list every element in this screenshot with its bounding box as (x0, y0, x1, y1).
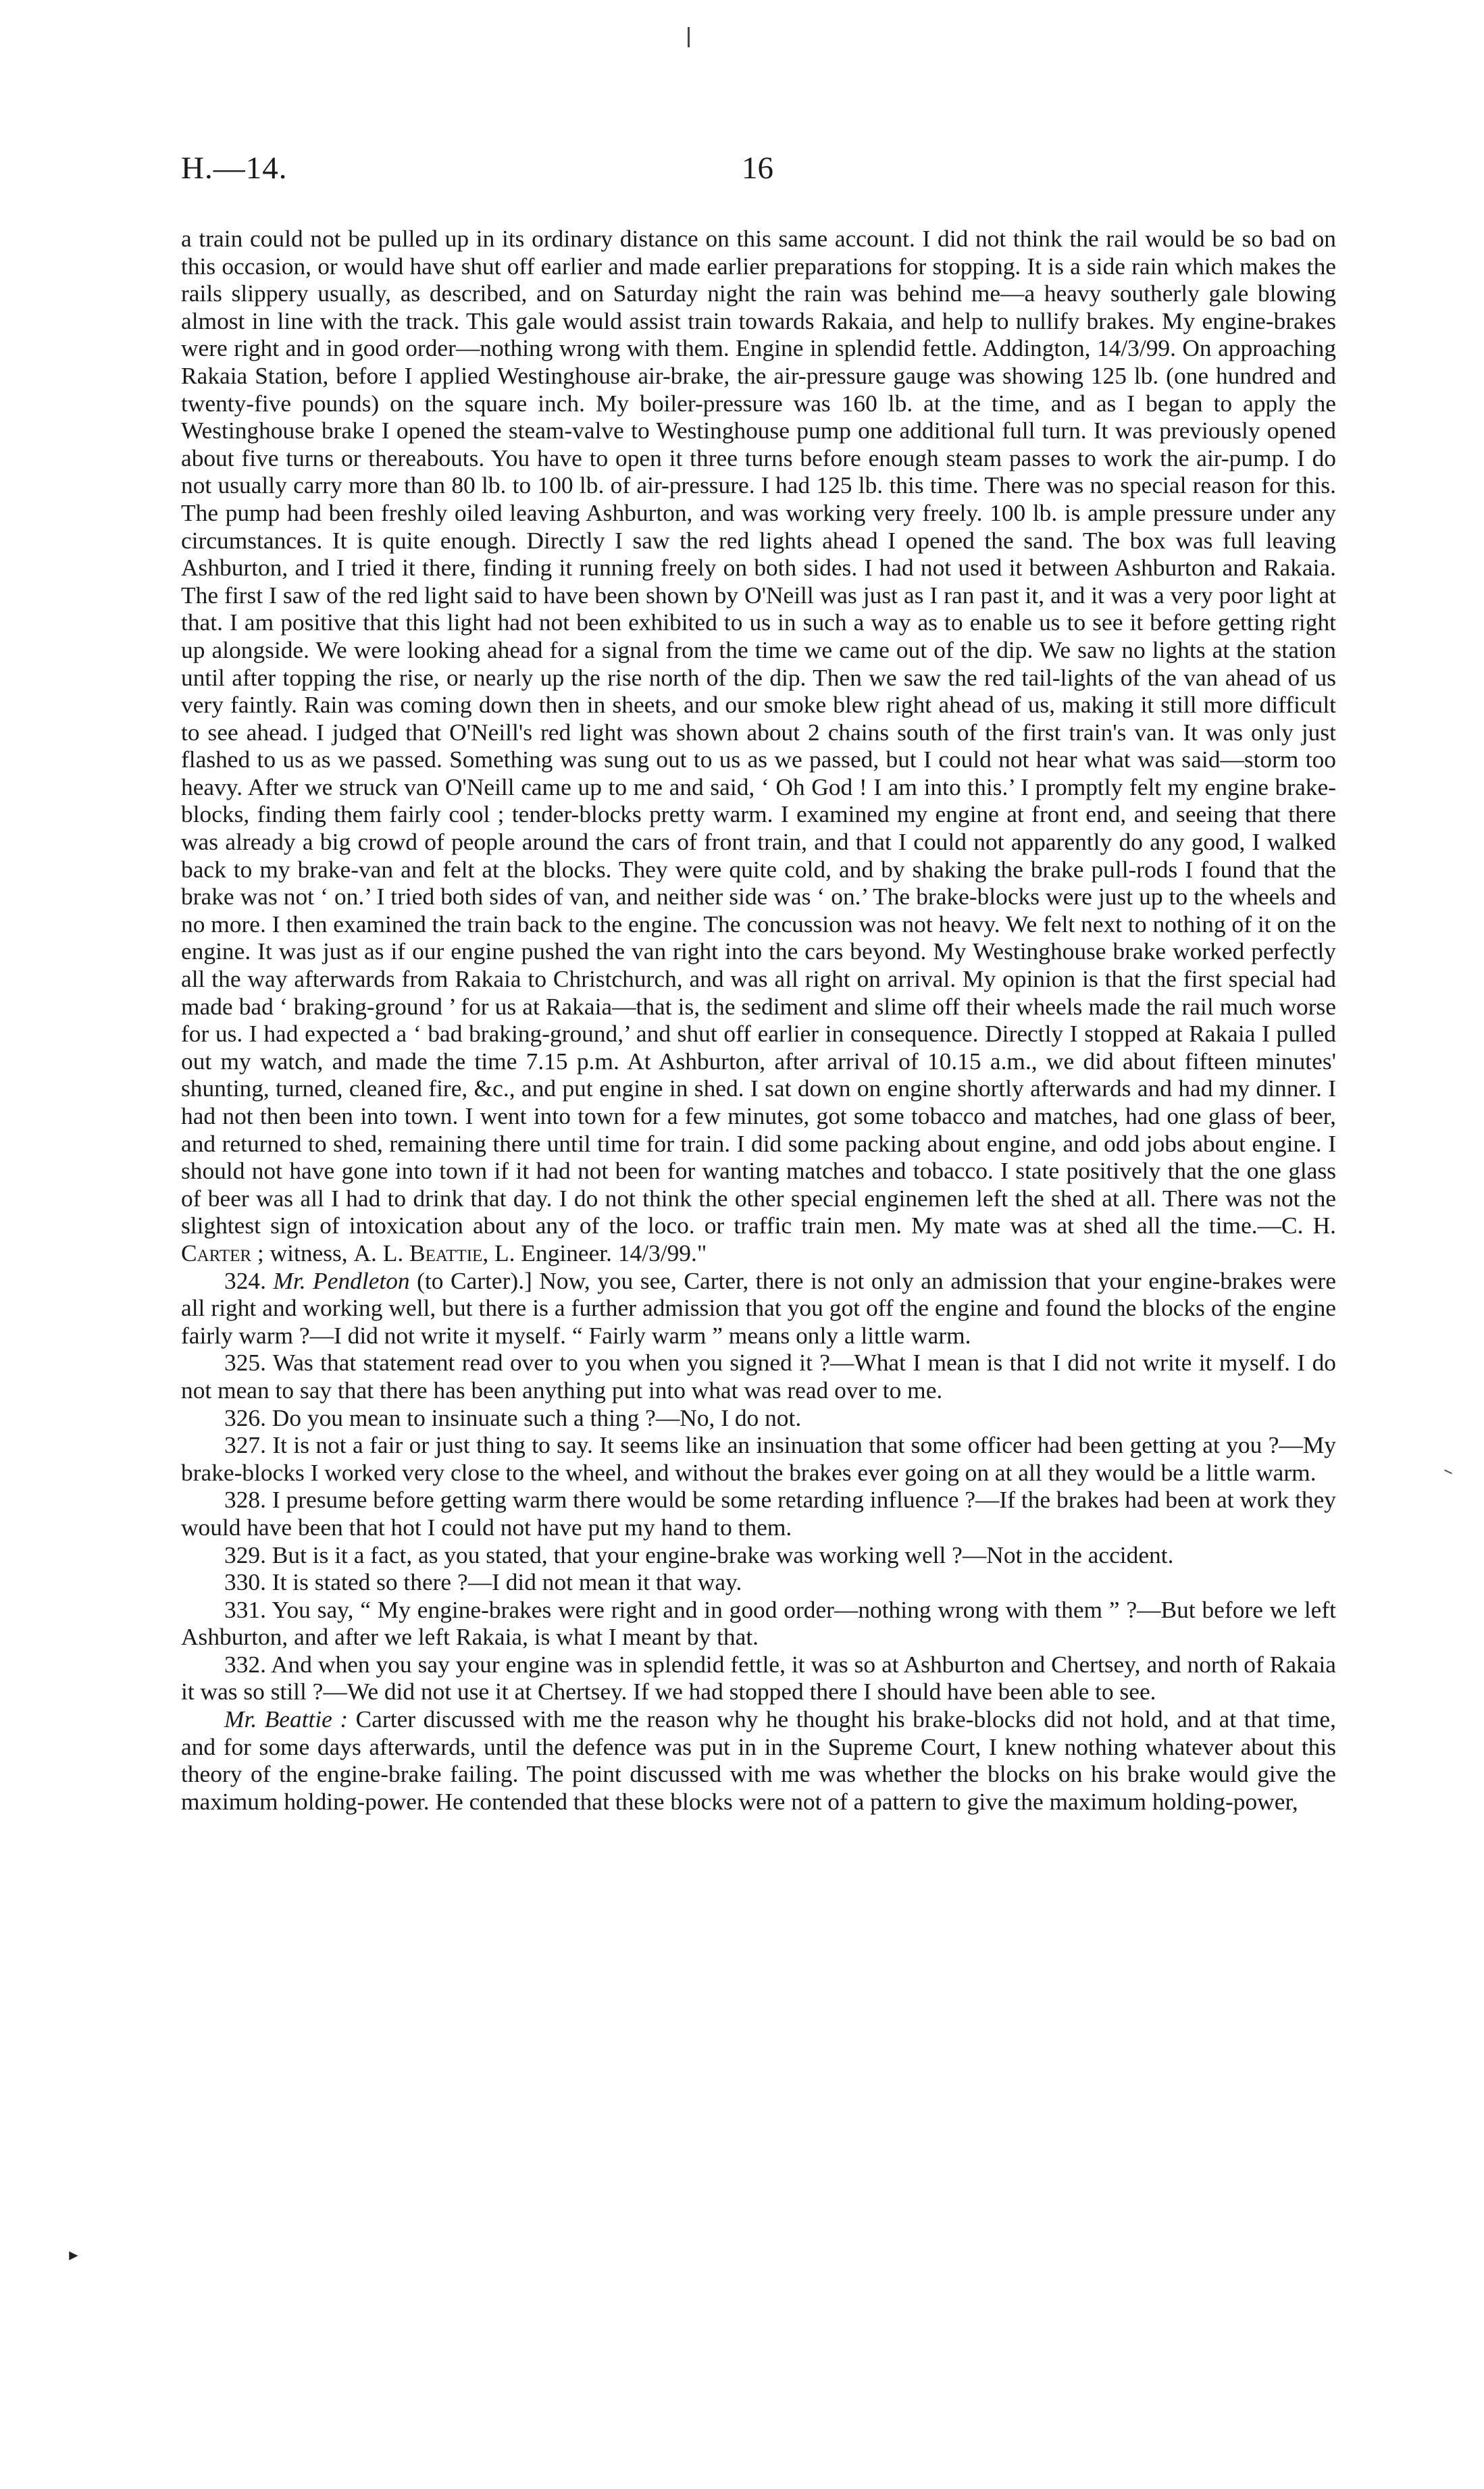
question-328: 328. I presume before getting warm there would be some retarding influence ?—If the brakes had been at work they would have been that hot I could not have put my hand to them. (181, 1486, 1336, 1541)
question-332: 332. And when you say your engine was in splendid fettle, it was so at Ashburton and Chertsey, and north of Rakaia it was so still ?—We did not use it at Chertsey. If we had stopped there I should have been able to see. (181, 1650, 1336, 1705)
statement-closing: 14/3/99." (612, 1239, 707, 1266)
signature-beattie: A. L. Beattie (353, 1239, 483, 1266)
question-325: 325. Was that statement read over to you when you signed it ?—What I mean is that I did not write it myself. I do not mean to say that there has been anything put into what was read over to me. (181, 1349, 1336, 1404)
signature-carter: C. H. Carter (181, 1212, 1336, 1266)
bullet-icon: ► (66, 2247, 81, 2263)
page-number: 16 (742, 151, 773, 186)
question-324 (181, 1267, 1336, 1350)
question-number: 324. (224, 1266, 274, 1294)
question-331: 331. You say, “ My engine-brakes were right and in good order—nothing wrong with them ” ?—But before we left Ashburton, and after we left Rakaia, is what I meant by that. (181, 1595, 1336, 1651)
question-327: 327. It is not a fair or just thing to say. It seems like an insinuation that some officer had been getting at you ?—My brake-blocks I worked very close to the wheel, and without the brakes ever going on at all they would be a little warm. (181, 1431, 1336, 1486)
beattie-paragraph (181, 1705, 1336, 1815)
question-text: (to Carter).] Now, you see, Carter, there is not only an admission that your engine-brakes were all right and working well, but there is a further admission that you got off the engine and found the blocks of the engine fairly warm ?—I did not write it myself. “ Fairly warm ” means only a little warm. (181, 1266, 1337, 1349)
statement-text: a train could not be pulled up in its ordinary distance on this same account. I did not think the rail would be so bad on this occasion, or would have shut off earlier and made earlier preparations for stopping. It is a side rain which makes the rails slippery usually, as described, and on Saturday night the rain was behind me—a heavy southerly gale blowing almost in line with the track. This gale would assist train towards Rakaia, and help to nullify brakes. My engine-brakes were right and in good order—nothing wrong with them. Engine in splendid fettle. Addington, 14/3/99. On approaching Rakaia Station, before I applied Westinghouse air-brake, the air-pressure gauge was showing 125 lb. (one hundred and twenty-five pounds) on the square inch. My boiler-pressure was 160 lb. at the time, and as I began to apply the Westinghouse brake I opened the steam-valve to Westinghouse pump one additional full turn. It was previously opened about five turns or thereabouts. You have to open it three turns before enough steam passes to work the air-pump. I do not usually carry more than 80 lb. to 100 lb. of air-pressure. I had 125 lb. this time. There was no special reason for this. The pump had been freshly oiled leaving Ashburton, and was working very freely. 100 lb. is ample pressure under any circumstances. It is quite enough. Directly I saw the red lights ahead I opened the sand. The box was full leaving Ashburton, and I tried it there, finding it running freely on both sides. I had not used it between Ashburton and Rakaia. The first I saw of the red light said to have been shown by O'Neill was just as I ran past it, and it was a very poor light at that. I am positive that this light had not been exhibited to us in such a way as to enable us to see it before getting right up alongside. We were looking ahead for a signal from the time we came out of the dip. We saw no lights at the station until after topping the rise, or nearly up the rise north of the dip. Then we saw the red tail-lights of the van ahead of us very faintly. Rain was coming down then in sheets, and our smoke blew right ahead of us, making it still more difficult to see ahead. I judged that O'Neill's red light was shown about 2 chains south of the first train's van. It was only just flashed to us as we passed. Something was sung out to us as we passed, but I could not hear what was said—storm too heavy. After we struck van O'Neill came up to me and said, ‘ Oh God ! I am into this.’ I promptly felt my engine brake-blocks, finding them fairly cool ; tender-blocks pretty warm. I examined my engine at front end, and seeing that there was already a big crowd of people around the cars of front train, and that I could not apparently do any good, I walked back to my brake-van and felt at the blocks. They were quite cold, and by shaking the brake pull-rods I found that the brake was not ‘ on.’ I tried both sides of van, and neither side was ‘ on.’ The brake-blocks were just up to the wheels and no more. I then examined the train back to the engine. The concussion was not heavy. We felt next to nothing of it on the engine. It was just as if our engine pushed the van right into the cars beyond. My Westinghouse brake worked perfectly all the way afterwards from Rakaia to Christchurch, and was all right on arrival. My opinion is that the first special had made bad ‘ braking-ground ’ for us at Rakaia—that is, the sediment and slime off their wheels made the rail much worse for us. I had expected a ‘ bad braking-ground,’ and shut off earlier in consequence. Directly I stopped at Rakaia I pulled out my watch, and made the time 7.15 p.m. At Ashburton, after arrival of 10.15 a.m., we did about fifteen minutes' shunting, turned, cleaned fire, &c., and put engine in shed. I sat down on engine shortly afterwards and had my dinner. I had not then been into town. I went into town for a few minutes, got some tobacco and matches, had one glass of beer, and returned to shed, remaining there until time for train. I did some packing about engine, and odd jobs about engine. I should not have gone into town if it had not been for wanting matches and tobacco. I state positively that the one glass of beer was all I had to drink that day. I do not think the other special enginemen left the shed at all. There was not the slightest sign of intoxication about any of the loco. or traffic train men. My mate was at shed all the time.— (181, 225, 1336, 1239)
document-body (181, 225, 1336, 1815)
speaker-name: Mr. Pendleton (273, 1266, 410, 1294)
statement-paragraph (181, 225, 1336, 1267)
beattie-text: Carter discussed with me the reason why he thought his brake-blocks did not hold, and at that time, and for some days afterwards, until the defence was put in in the Supreme Court, I knew nothing whatever about this theory of the engine-brake failing. The point discussed with me was whether the blocks on his brake would give the maximum holding-power. He contended that these blocks were not of a pattern to give the maximum holding-power, (181, 1705, 1336, 1815)
signature-title: , L. Engineer. (482, 1239, 612, 1266)
signature-separator: ; witness, (251, 1239, 354, 1266)
question-329: 329. But is it a fact, as you stated, that your engine-brake was working well ?—Not in the accident. (224, 1541, 1174, 1568)
question-326: 326. Do you mean to insinuate such a thing ?—No, I do not. (224, 1404, 802, 1431)
scan-mark-margin (1444, 1470, 1452, 1474)
report-series-header: H.—14. (181, 151, 288, 186)
speaker-name: Mr. Beattie : (224, 1705, 349, 1733)
question-330: 330. It is stated so there ?—I did not mean it that way. (224, 1568, 742, 1596)
scan-mark-top (688, 27, 690, 47)
